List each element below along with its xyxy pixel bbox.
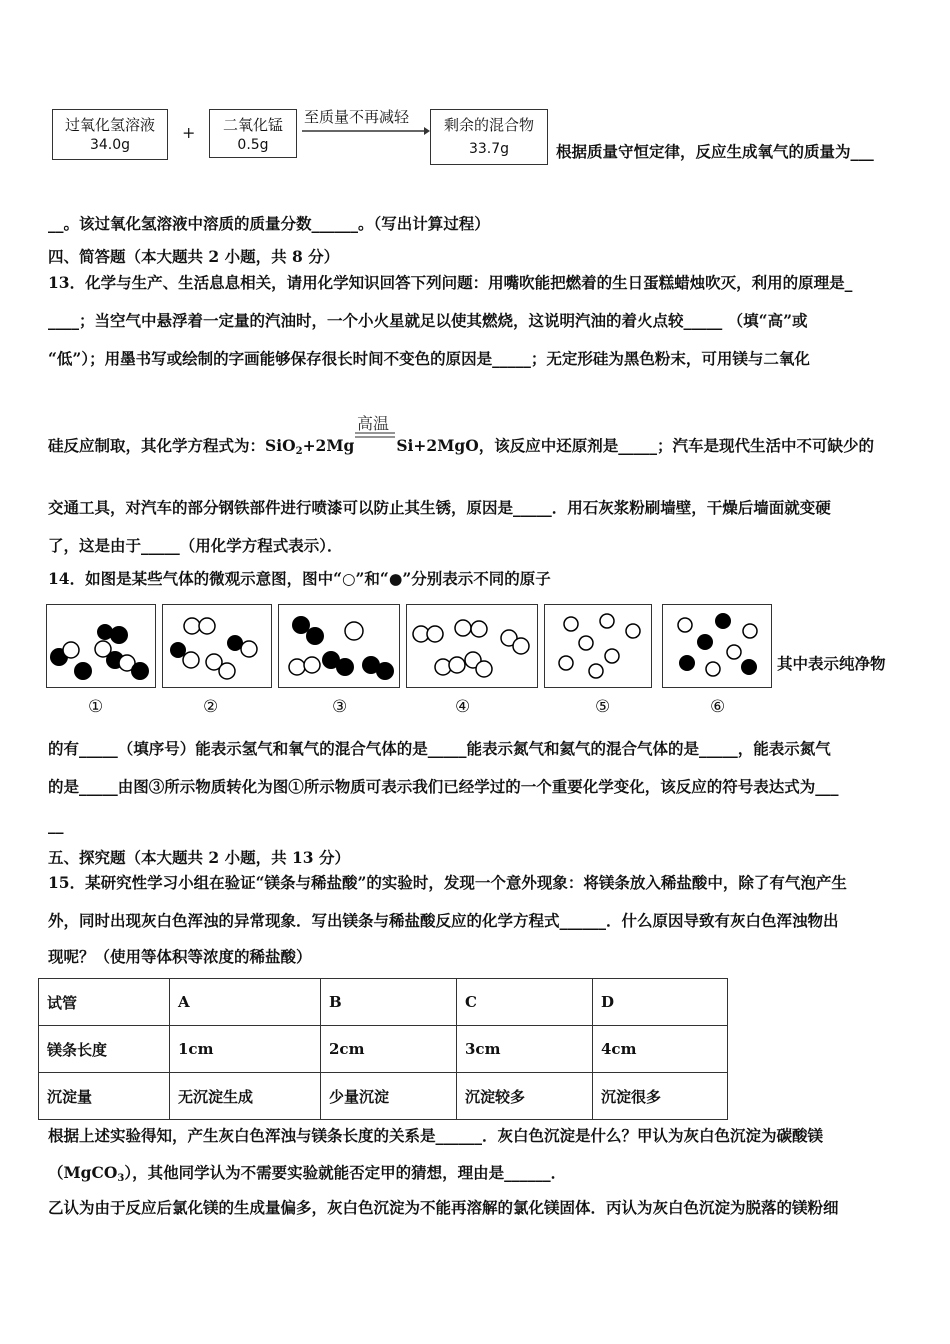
- box-value: 33.7g: [468, 141, 510, 157]
- reaction-arrow: [300, 124, 430, 138]
- panel-number-5: ⑤: [595, 697, 611, 717]
- molecule-panel-2: [162, 604, 272, 688]
- equation-part: 硅反应制取，其化学方程式为：SiO: [48, 436, 296, 455]
- text-line: 了，这是由于_____（用化学方程式表示）．: [48, 536, 343, 555]
- molecule-diagram: [47, 605, 155, 687]
- box-label: 二氧化锰: [222, 116, 283, 134]
- box-manganese-dioxide: [209, 109, 297, 158]
- box-label: 过氧化氢溶液: [64, 116, 155, 134]
- box-label: 剩余的混合物: [443, 116, 534, 134]
- flow-tail-text: 根据质量守恒定律，反应生成氧气的质量为___: [556, 142, 874, 161]
- table-cell: B: [321, 979, 457, 1026]
- table-cell: D: [593, 979, 728, 1026]
- panel-number-4: ④: [455, 697, 471, 717]
- table-cell: C: [457, 979, 593, 1026]
- table-cell: 3cm: [457, 1026, 593, 1073]
- text-line: 乙认为由于反应后氯化镁的生成量偏多，灰白色沉淀为不能再溶解的氯化镁固体．丙认为灰白色沉淀为脱落的镁粉细: [48, 1198, 839, 1217]
- arrow-label: 至质量不再减轻: [304, 108, 410, 126]
- text-line: __: [48, 815, 64, 834]
- equation-part: +2Mg: [302, 436, 355, 455]
- molecule-panel-5: [544, 604, 652, 688]
- text-line-equation: [48, 436, 874, 462]
- box-hydrogen-peroxide: [52, 109, 168, 160]
- subscript: 2: [295, 446, 303, 457]
- molecule-diagram: [545, 605, 651, 687]
- molecule-panel-1: [46, 604, 156, 688]
- table-cell: 1cm: [170, 1026, 321, 1073]
- text-line: __。该过氧化氢溶液中溶质的质量分数______。（写出计算过程）: [48, 214, 490, 233]
- table-cell: 4cm: [593, 1026, 728, 1073]
- section-heading-5: 五、探究题（本大题共 2 小题，共 13 分）: [48, 848, 350, 867]
- molecule-diagram: [279, 605, 399, 687]
- table-cell: 2cm: [321, 1026, 457, 1073]
- text-line: 15．某研究性学习小组在验证“镁条与稀盐酸”的实验时，发现一个意外现象：将镁条放入稀盐酸中，除了有气泡产生: [48, 873, 847, 892]
- text-line: 的是_____由图③所示物质转化为图①所示物质可表示我们已经学过的一个重要化学变化，该反应的符号表达式为___: [48, 777, 839, 796]
- panel-number-3: ③: [332, 697, 348, 717]
- table-cell: 少量沉淀: [321, 1073, 457, 1120]
- table-row: [39, 979, 728, 1026]
- molecule-panel-4: [406, 604, 538, 688]
- section-heading-4: 四、简答题（本大题共 2 小题，共 8 分）: [48, 247, 340, 266]
- plus-sign: +: [182, 123, 196, 142]
- table-row: [39, 1026, 728, 1073]
- formula-part: （MgCO: [48, 1163, 118, 1182]
- panel-number-1: ①: [88, 697, 104, 717]
- molecule-diagram: [663, 605, 771, 687]
- table-cell: 镁条长度: [39, 1026, 170, 1073]
- molecule-panel-6: [662, 604, 772, 688]
- experiment-table: [38, 978, 728, 1120]
- text-line: 的有_____（填序号）能表示氢气和氧气的混合气体的是_____能表示氮气和氦气的混合气体的是_____，能表示氮气: [48, 739, 831, 758]
- molecule-diagram: [163, 605, 271, 687]
- box-value: 0.5g: [237, 137, 269, 153]
- subscript: 3: [117, 1173, 125, 1184]
- table-cell: 试管: [39, 979, 170, 1026]
- table-cell: 无沉淀生成: [170, 1073, 321, 1120]
- text-line-formula: [48, 1163, 566, 1189]
- text-line: “低”）；用墨书写或绘制的字画能够保存很长时间不变色的原因是_____；无定形硅为黑色粉末，可用镁与二氧化: [48, 349, 810, 368]
- text-line: 现呢？（使用等体积等浓度的稀盐酸）: [48, 947, 312, 966]
- text-line: 外，同时出现灰白色浑浊的异常现象．写出镁条与稀盐酸反应的化学方程式______．什么原因导致有灰白色浑浊物出: [48, 911, 839, 930]
- table-cell: 沉淀较多: [457, 1073, 593, 1120]
- reaction-condition: 高温: [357, 414, 390, 433]
- text-line: ____；当空气中悬浮着一定量的汽油时，一个小火星就足以使其燃烧，这说明汽油的着火点较_____ （填“高”或: [48, 311, 808, 330]
- molecule-panel-3: [278, 604, 400, 688]
- molecule-diagram: [407, 605, 537, 687]
- table-row: [39, 1073, 728, 1120]
- box-value: 34.0g: [89, 137, 131, 153]
- text-line: 交通工具，对汽车的部分钢铁部件进行喷漆可以防止其生锈，原因是_____．用石灰浆粉刷墙壁，干燥后墙面就变硬: [48, 498, 831, 517]
- table-cell: 沉淀量: [39, 1073, 170, 1120]
- text-line: 14．如图是某些气体的微观示意图，图中“○”和“●”分别表示不同的原子: [48, 569, 551, 588]
- equation-part: Si+2MgO，该反应中还原剂是_____；汽车是现代生活中不可缺少的: [396, 436, 874, 455]
- formula-part: ），其他同学认为不需要实验就能否定甲的猜想，理由是______．: [124, 1163, 567, 1182]
- panel-number-2: ②: [203, 697, 219, 717]
- table-cell: 沉淀很多: [593, 1073, 728, 1120]
- text-line: 根据上述实验得知，产生灰白色浑浊与镁条长度的关系是______．灰白色沉淀是什么？甲认为灰白色沉淀为碳酸镁: [48, 1126, 824, 1145]
- panel-number-6: ⑥: [710, 697, 726, 717]
- text-line: 13．化学与生产、生活息息相关，请用化学知识回答下列问题：用嘴吹能把燃着的生日蛋糕蜡烛吹灭，利用的原理是_: [48, 273, 853, 292]
- panel-tail-text: 其中表示纯净物: [777, 654, 886, 673]
- table-cell: A: [170, 979, 321, 1026]
- box-remaining-mixture: [430, 109, 548, 165]
